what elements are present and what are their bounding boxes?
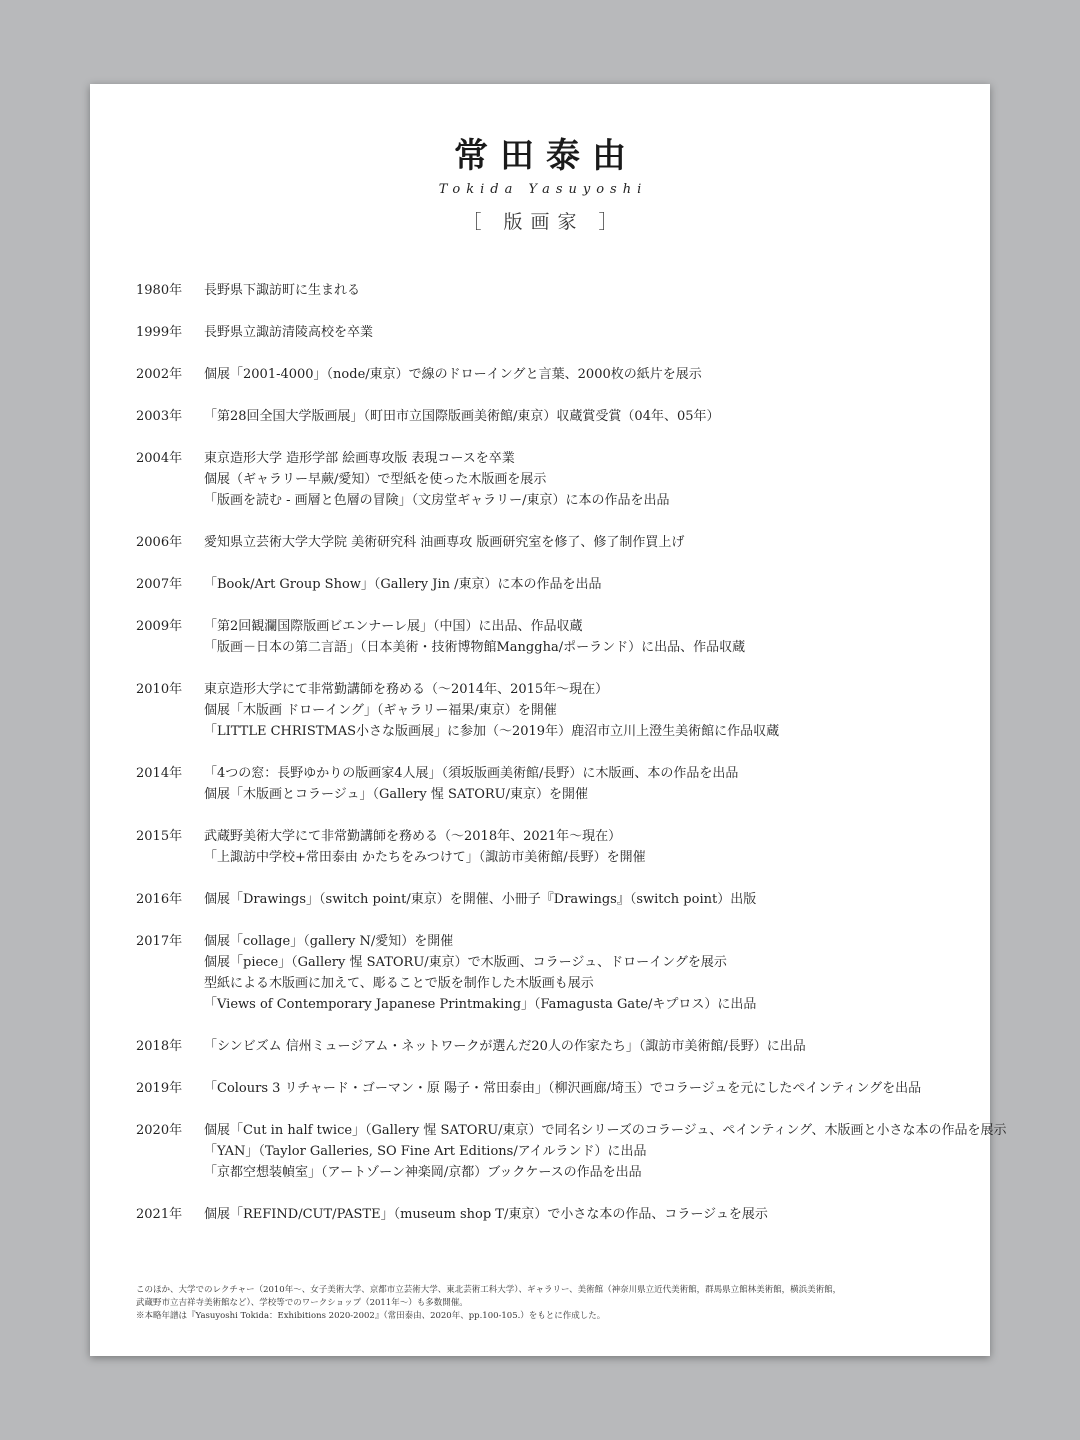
timeline-event: 「Views of Contemporary Japanese Printmaking」（Famagusta Gate/キプロス）に出品	[204, 997, 757, 1012]
timeline-year: 2021年	[136, 1207, 183, 1222]
timeline-year: 2016年	[136, 892, 183, 907]
timeline-event: 長野県下諏訪町に生まれる	[204, 283, 361, 298]
timeline-entry	[136, 826, 956, 868]
timeline-event: 個展「木版画とコラージュ」（Gallery 惺 SATORU/東京）を開催	[204, 787, 588, 802]
timeline-entry	[136, 931, 956, 1015]
timeline-event: 「4つの窓：長野ゆかりの版画家4人展」（須坂版画美術館/長野）に木版画、本の作品を出品	[204, 766, 739, 781]
timeline-events	[204, 679, 956, 742]
timeline-year: 2004年	[136, 451, 183, 466]
timeline-event: 個展「2001-4000」（node/東京）で線のドローイングと言葉、2000枚の紙片を展示	[204, 367, 702, 382]
timeline-year: 2017年	[136, 934, 183, 949]
timeline-year: 2010年	[136, 682, 183, 697]
timeline-event: 個展「collage」（gallery N/愛知）を開催	[204, 934, 454, 949]
timeline-event: 「Colours 3 リチャード・ゴーマン・原 陽子・常田泰由」（柳沢画廊/埼玉）でコラージュを元にしたペインティングを出品	[204, 1081, 922, 1096]
timeline-events	[204, 322, 956, 343]
timeline-event: 「京都空想装幀室」（アートゾーン神楽岡/京都）ブックケースの作品を出品	[204, 1165, 642, 1180]
timeline	[136, 280, 1007, 1246]
timeline-events	[204, 574, 956, 595]
timeline-event: 個展（ギャラリー早蕨/愛知）で型紙を使った木版画を展示	[204, 472, 547, 487]
timeline-entry	[136, 532, 956, 553]
timeline-events	[204, 1120, 1007, 1183]
timeline-year: 1999年	[136, 325, 183, 340]
timeline-events	[204, 616, 956, 658]
timeline-year: 2014年	[136, 766, 183, 781]
timeline-event: 個展「Drawings」（switch point/東京）を開催、小冊子『Drawings』（switch point）出版	[204, 892, 757, 907]
artist-name-japanese: 常田泰由	[454, 136, 638, 176]
timeline-entry	[136, 448, 956, 511]
timeline-events	[204, 931, 956, 1015]
timeline-event: 個展「piece」（Gallery 惺 SATORU/東京）で木版画、コラージュ、ドローイングを展示	[204, 955, 727, 970]
timeline-event: 型紙による木版画に加えて、彫ることで版を制作した木版画も展示	[204, 976, 594, 991]
footnote-line: 武蔵野市立吉祥寺美術館など）、学校等でのワークショップ（2011年～）も多数開催。	[136, 1298, 468, 1308]
timeline-event: 「版画を読む - 画層と色層の冒険」（文房堂ギャラリー/東京）に本の作品を出品	[204, 493, 670, 508]
timeline-entry	[136, 889, 956, 910]
timeline-year: 2018年	[136, 1039, 183, 1054]
timeline-event: 「第2回観瀾国際版画ビエンナーレ展」（中国）に出品、作品収蔵	[204, 619, 583, 634]
timeline-event: 東京造形大学 造形学部 絵画専攻版 表現コースを卒業	[204, 451, 515, 466]
timeline-event: 長野県立諏訪清陵高校を卒業	[204, 325, 374, 340]
timeline-events	[204, 364, 956, 385]
timeline-event: 武蔵野美術大学にて非常勤講師を務める（～2018年、2021年～現在）	[204, 829, 622, 844]
timeline-event: 東京造形大学にて非常勤講師を務める（～2014年、2015年～現在）	[204, 682, 609, 697]
timeline-year: 1980年	[136, 283, 183, 298]
timeline-entry	[136, 1120, 1007, 1183]
timeline-events	[204, 448, 956, 511]
timeline-event: 「シンビズム 信州ミュージアム・ネットワークが選んだ20人の作家たち」（諏訪市美術館/長野）に出品	[204, 1039, 806, 1054]
timeline-event: 個展「REFIND/CUT/PASTE」（museum shop T/東京）で小さな本の作品、コラージュを展示	[204, 1207, 768, 1222]
timeline-year: 2007年	[136, 577, 183, 592]
timeline-entry	[136, 406, 956, 427]
document-page	[90, 84, 1007, 1356]
timeline-events	[204, 1204, 956, 1225]
footnote-line: このほか、大学でのレクチャー（2010年～、女子美術大学、京都市立芸術大学、東北芸術工科大学）、ギャラリー、美術館（神奈川県立近代美術館，群馬県立館林美術館，横浜美術館，	[136, 1285, 842, 1295]
timeline-events	[204, 280, 956, 301]
timeline-event: 「上諏訪中学校+常田泰由 かたちをみつけて」（諏訪市美術館/長野）を開催	[204, 850, 646, 865]
timeline-entry	[136, 322, 956, 343]
timeline-events	[204, 889, 956, 910]
timeline-event: 「Book/Art Group Show」（Gallery Jin /東京）に本の作品を出品	[204, 577, 602, 592]
timeline-events	[204, 532, 956, 553]
artist-name-romanized: Tokida Yasuyoshi	[438, 182, 648, 197]
timeline-entry	[136, 1078, 956, 1099]
timeline-events	[204, 406, 956, 427]
timeline-entry	[136, 1204, 956, 1225]
timeline-event: 「LITTLE CHRISTMAS小さな版画展」に参加（～2019年）鹿沼市立川上澄生美術館に作品収蔵	[204, 724, 780, 739]
timeline-events	[204, 763, 956, 805]
timeline-entry	[136, 280, 956, 301]
timeline-entry	[136, 679, 956, 742]
timeline-entry	[136, 763, 956, 805]
footnote	[136, 1284, 956, 1323]
timeline-entry	[136, 616, 956, 658]
artist-role: ［ 版画家 ］	[462, 211, 626, 233]
timeline-entry	[136, 1036, 956, 1057]
timeline-year: 2020年	[136, 1123, 183, 1138]
timeline-event: 「第28回全国大学版画展」（町田市立国際版画美術館/東京）収蔵賞受賞（04年、05年）	[204, 409, 720, 424]
timeline-events	[204, 826, 956, 868]
timeline-year: 2009年	[136, 619, 183, 634]
timeline-events	[204, 1078, 956, 1099]
timeline-event: 「版画－日本の第二言語」（日本美術・技術博物館Manggha/ポーランド）に出品、作品収蔵	[204, 640, 746, 655]
timeline-entry	[136, 574, 956, 595]
timeline-event: 愛知県立芸術大学大学院 美術研究科 油画専攻 版画研究室を修了、修了制作買上げ	[204, 535, 685, 550]
header	[90, 136, 990, 234]
timeline-year: 2006年	[136, 535, 183, 550]
footnote-line: ※本略年譜は『Yasuyoshi Tokida：Exhibitions 2020-2002』（常田泰由、2020年、pp.100-105.）をもとに作成した。	[136, 1311, 606, 1321]
timeline-year: 2015年	[136, 829, 183, 844]
timeline-event: 個展「木版画 ドローイング」（ギャラリー福果/東京）を開催	[204, 703, 557, 718]
timeline-event: 個展「Cut in half twice」（Gallery 惺 SATORU/東京）で同名シリーズのコラージュ、ペインティング、木版画と小さな本の作品を展示	[204, 1123, 1007, 1138]
timeline-event: 「YAN」（Taylor Galleries, SO Fine Art Editions/アイルランド）に出品	[204, 1144, 647, 1159]
timeline-entry	[136, 364, 956, 385]
timeline-events	[204, 1036, 956, 1057]
timeline-year: 2019年	[136, 1081, 183, 1096]
timeline-year: 2002年	[136, 367, 183, 382]
timeline-year: 2003年	[136, 409, 183, 424]
